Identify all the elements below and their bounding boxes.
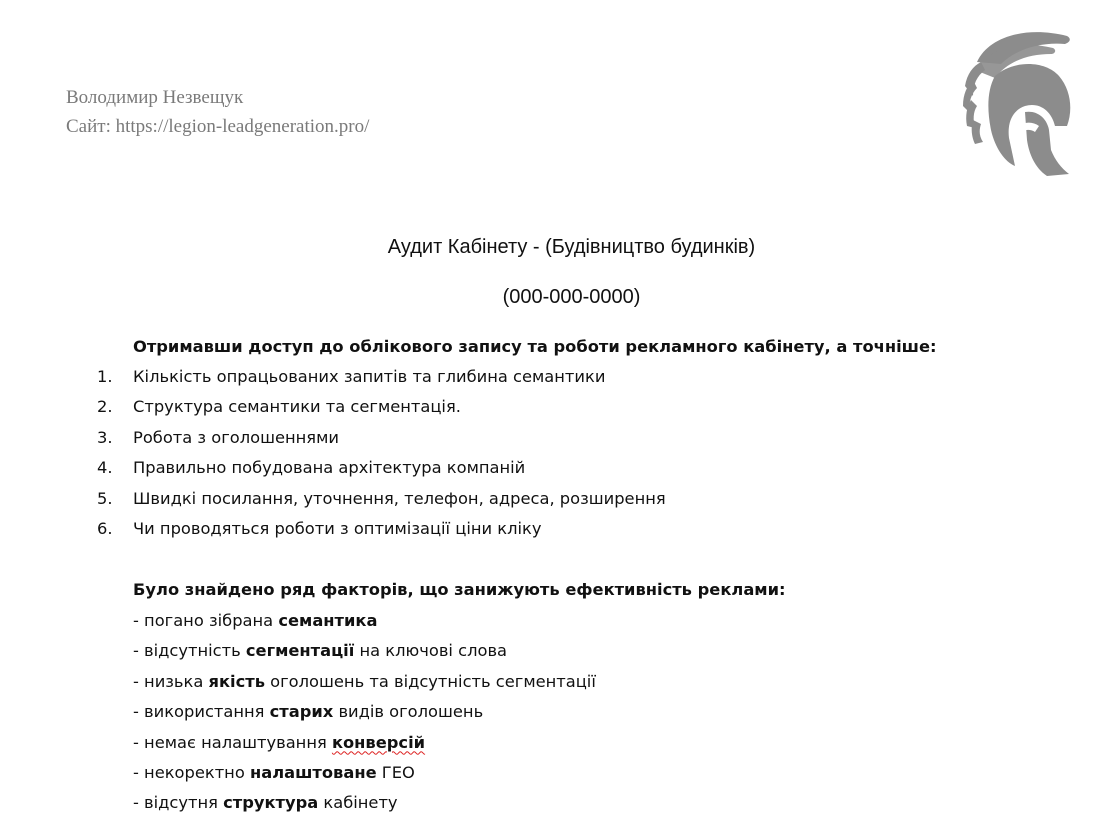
factor-text: - низька (133, 671, 209, 691)
checklist-item (97, 517, 666, 547)
checklist-number: 2. (97, 397, 113, 417)
factor-text-tail: видів оголошень (333, 702, 484, 722)
factor-text-tail: ГЕО (376, 762, 415, 782)
factor-keyword: структура (223, 793, 319, 813)
checklist-text: Кількість опрацьованих запитів та глибина семантики (133, 367, 606, 386)
audit-checklist (97, 365, 666, 547)
factor-text: - відсутня (133, 793, 224, 813)
factor-item (133, 670, 596, 700)
factors-heading: Було знайдено ряд факторів, що занижують ефективність реклами: (133, 580, 786, 599)
document-header (66, 83, 369, 141)
factor-item (133, 700, 596, 730)
checklist-number: 4. (97, 458, 113, 478)
factor-item (133, 731, 596, 761)
checklist-number: 3. (97, 427, 113, 447)
checklist-text: Робота з оголошеннями (133, 427, 339, 447)
checklist-text: Чи проводяться роботи з оптимізації ціни кліку (133, 518, 542, 538)
site-link: Сайт: https://legion-leadgeneration.pro/ (66, 116, 370, 137)
checklist-item (97, 365, 666, 395)
factor-text: - немає налаштування (133, 732, 332, 752)
checklist-number: 1. (97, 367, 113, 386)
author-name: Володимир Незвещук (66, 87, 244, 108)
factor-text: - некоректно (133, 762, 250, 782)
factor-item (133, 609, 596, 639)
checklist-item (97, 487, 666, 517)
intro-text: Отримавши доступ до облікового запису та роботи рекламного кабінету, а точніше: (133, 337, 937, 356)
checklist-text: Структура семантики та сегментація. (133, 397, 461, 417)
factor-keyword: семантика (278, 611, 378, 630)
factor-keyword: конверсій (331, 732, 426, 752)
factor-text: - відсутність (133, 641, 246, 661)
factor-keyword: налаштоване (249, 762, 377, 782)
factor-keyword: старих (269, 702, 334, 722)
factor-text: - використання (133, 702, 270, 722)
factor-keyword: якість (208, 671, 265, 691)
factor-text: - погано зібрана (133, 611, 279, 630)
checklist-item (97, 456, 666, 486)
factors-list (133, 609, 596, 822)
checklist-item (97, 395, 666, 425)
factor-text-tail: оголошень та відсутність сегментації (264, 671, 596, 691)
checklist-number: 6. (97, 518, 113, 538)
account-id: (000-000-0000) (502, 286, 641, 308)
factor-text-tail: кабінету (318, 793, 398, 813)
factor-keyword: сегментації (245, 641, 355, 661)
checklist-text: Швидкі посилання, уточнення, телефон, адреса, розширення (133, 488, 666, 508)
checklist-number: 5. (97, 488, 113, 508)
document-title: Аудит Кабінету - (Будівництво будинків) (387, 236, 756, 258)
factor-item (133, 761, 596, 791)
checklist-text: Правильно побудована архітектура компаній (133, 458, 526, 478)
checklist-item (97, 426, 666, 456)
spartan-helmet-icon (955, 26, 1083, 178)
factor-text-tail: на ключові слова (354, 641, 508, 661)
factor-item (133, 639, 596, 669)
factor-item (133, 791, 596, 821)
